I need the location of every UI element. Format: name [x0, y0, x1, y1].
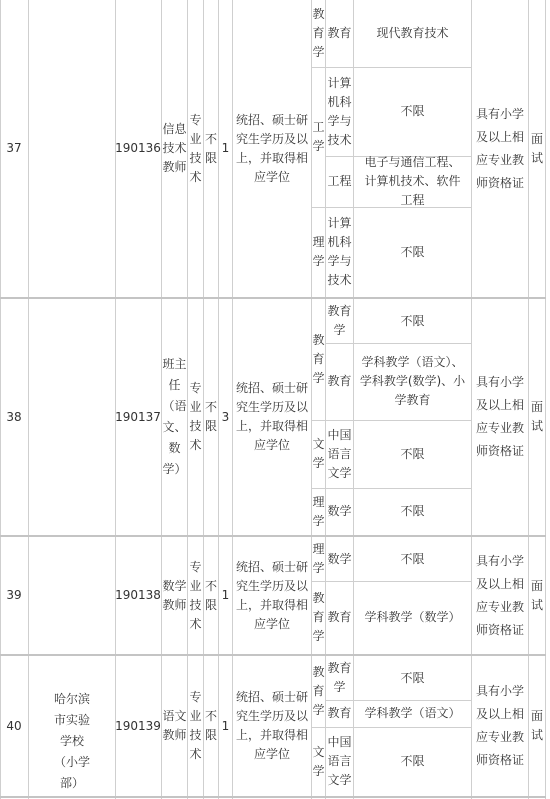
major-subcategory: 计算机科学与技术 [327, 216, 352, 287]
position-name: 信息技术教师 [162, 122, 187, 174]
education-requirement: 统招、硕士研究生学历及以上，并取得相应学位 [235, 381, 308, 452]
exam-method: 面试 [530, 578, 543, 612]
major-name: 不限 [400, 244, 425, 259]
major-category: 教育学 [312, 7, 325, 59]
row-number: 37 [6, 141, 22, 155]
major-category: 理学 [312, 235, 325, 268]
headcount: 1 [221, 718, 230, 733]
qualification-requirement: 具有小学及以上相应专业教师资格证 [475, 375, 524, 458]
major-subcategory: 计算机科学与技术 [327, 75, 352, 147]
row-number: 39 [6, 588, 22, 602]
major-name: 不限 [400, 104, 425, 118]
position-code: 190137 [115, 409, 161, 424]
major-name: 不限 [400, 754, 425, 768]
position-name: 数学教师 [162, 578, 187, 612]
education-requirement: 统招、硕士研究生学历及以上，并取得相应学位 [235, 690, 308, 761]
major-name: 学科教学（数学） [364, 610, 461, 624]
qualification-requirement: 具有小学及以上相应专业教师资格证 [475, 553, 524, 637]
exam-method: 面试 [530, 131, 543, 165]
major-subcategory: 教育 [327, 706, 352, 720]
major-name: 不限 [400, 313, 425, 328]
major-category: 文学 [312, 437, 325, 470]
major-subcategory: 中国语言文学 [327, 427, 352, 480]
major-subcategory: 数学 [327, 551, 352, 566]
restriction: 不限 [204, 709, 217, 742]
major-name: 不限 [400, 446, 425, 461]
position-code: 190138 [115, 588, 161, 602]
major-category: 工学 [312, 120, 325, 153]
headcount: 3 [221, 409, 230, 424]
position-category: 专业技术 [189, 559, 202, 631]
major-name: 不限 [400, 504, 425, 518]
major-category: 教育学 [312, 591, 325, 643]
major-name: 现代教育技术 [376, 26, 449, 40]
position-category: 专业技术 [189, 690, 202, 761]
position-code: 190136 [115, 141, 161, 155]
major-category: 教育学 [312, 333, 325, 385]
major-subcategory: 教育 [327, 610, 352, 624]
headcount: 1 [221, 141, 230, 155]
qualification-requirement: 具有小学及以上相应专业教师资格证 [475, 106, 524, 190]
major-subcategory: 教育 [327, 26, 352, 40]
major-name: 学科教学（语文） [364, 706, 461, 720]
major-subcategory: 数学 [327, 504, 352, 518]
major-subcategory: 中国语言文学 [327, 735, 352, 787]
exam-method: 面试 [530, 709, 543, 742]
row-number: 38 [6, 409, 22, 424]
major-subcategory: 工程 [327, 174, 352, 188]
major-name: 不限 [400, 551, 425, 566]
school-name: 哈尔滨市实验学校（小学部） [53, 692, 90, 790]
major-name: 学科教学（语文）、学科教学(数学)、小学教育 [359, 355, 466, 407]
grid-line [545, 0, 546, 799]
restriction: 不限 [204, 578, 217, 612]
education-requirement: 统招、硕士研究生学历及以上，并取得相应学位 [235, 112, 308, 184]
major-subcategory: 教育学 [327, 304, 352, 337]
major-category: 教育学 [312, 665, 325, 717]
position-category: 专业技术 [189, 381, 202, 452]
major-category: 理学 [312, 542, 325, 575]
major-category: 文学 [312, 744, 325, 778]
position-name: 语文教师 [162, 709, 187, 742]
major-name: 不限 [400, 670, 425, 685]
education-requirement: 统招、硕士研究生学历及以上，并取得相应学位 [235, 559, 308, 631]
qualification-requirement: 具有小学及以上相应专业教师资格证 [475, 684, 524, 767]
restriction: 不限 [204, 400, 217, 433]
position-code: 190139 [115, 718, 161, 733]
exam-method: 面试 [530, 400, 543, 433]
major-subcategory: 教育学 [327, 661, 352, 694]
major-subcategory: 教育 [327, 374, 352, 388]
major-name: 电子与通信工程、计算机技术、软件工程 [364, 156, 461, 207]
row-number: 40 [6, 718, 22, 733]
headcount: 1 [221, 588, 230, 602]
restriction: 不限 [204, 131, 217, 165]
position-name: 班主任（语文、数学） [162, 357, 187, 476]
row-divider [0, 796, 546, 798]
major-category: 理学 [312, 494, 325, 528]
position-category: 专业技术 [189, 112, 202, 184]
